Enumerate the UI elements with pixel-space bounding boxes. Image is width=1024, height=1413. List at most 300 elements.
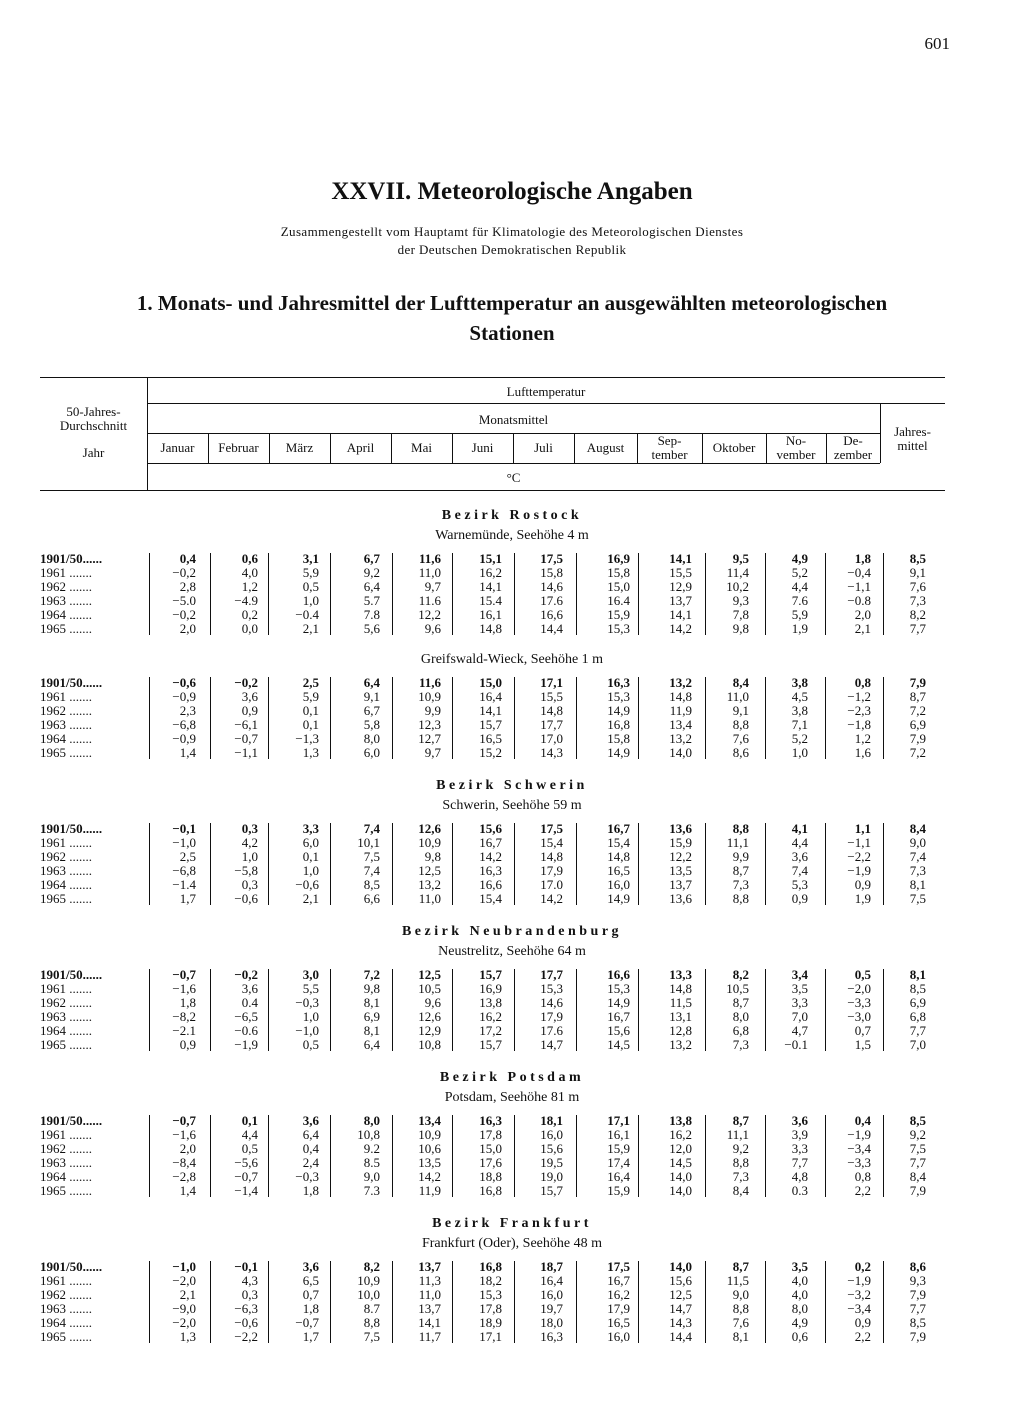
- month-value-cell: 9,3: [732, 593, 749, 608]
- month-value-cell: 15,5: [669, 565, 692, 580]
- month-value-cell: 13,6: [669, 821, 692, 836]
- month-value-cell: 2,5: [302, 675, 319, 690]
- month-value-cell: 8.7: [363, 1301, 380, 1316]
- month-value-cell: 0,9: [241, 703, 258, 718]
- table-row: [0, 1170, 1024, 1184]
- annual-mean-cell: 7,7: [909, 621, 926, 636]
- month-value-cell: 13,7: [669, 877, 692, 892]
- month-value-cell: 7,3: [732, 1037, 749, 1052]
- month-value-cell: 15.4: [479, 593, 502, 608]
- row-year: 1901/50......: [40, 968, 103, 982]
- month-value-cell: 17.6: [540, 1023, 563, 1038]
- month-value-cell: 16,2: [479, 565, 502, 580]
- month-value-cell: 0,7: [302, 1287, 319, 1302]
- month-value-cell: 14,2: [540, 891, 563, 906]
- page-number: 601: [924, 34, 950, 53]
- month-value-cell: 15,3: [540, 981, 563, 996]
- month-value-cell: −1,2: [847, 689, 871, 704]
- month-value-cell: 4,4: [791, 835, 808, 850]
- table-row: [0, 850, 1024, 864]
- district-heading: Bezirk Rostock: [441, 508, 583, 523]
- month-value-cell: 4,3: [241, 1273, 258, 1288]
- month-value-cell: 10,9: [418, 835, 441, 850]
- month-value-cell: 6,7: [363, 703, 380, 718]
- month-value-cell: 6,0: [363, 745, 380, 760]
- month-header: Sep-: [657, 433, 682, 448]
- annual-mean-cell: 7,0: [909, 1037, 926, 1052]
- month-value-cell: 14,0: [669, 1259, 692, 1274]
- row-year: 1962 .......: [40, 996, 92, 1010]
- annual-mean-cell: 7,9: [909, 1183, 926, 1198]
- month-value-cell: 3,8: [791, 675, 808, 690]
- month-value-cell: 17,9: [540, 863, 563, 878]
- month-value-cell: 16,0: [540, 1287, 563, 1302]
- month-value-cell: 2,3: [179, 703, 196, 718]
- month-header-cont: vember: [776, 447, 816, 462]
- month-value-cell: 8,8: [732, 1301, 749, 1316]
- month-value-cell: 15,7: [540, 1183, 563, 1198]
- month-value-cell: 9,8: [732, 621, 749, 636]
- month-value-cell: 4,4: [791, 579, 808, 594]
- month-value-cell: 2,4: [302, 1155, 319, 1170]
- month-value-cell: −0,2: [234, 675, 258, 690]
- month-value-cell: 10,5: [418, 981, 441, 996]
- month-header: April: [346, 440, 375, 455]
- table-row: [0, 1274, 1024, 1288]
- month-value-cell: 6,4: [363, 675, 380, 690]
- month-value-cell: 17,5: [540, 551, 563, 566]
- row-year: 1961 .......: [40, 566, 92, 580]
- month-value-cell: −0.8: [847, 593, 871, 608]
- month-value-cell: 11,5: [726, 1273, 749, 1288]
- district-heading: Bezirk Frankfurt: [432, 1216, 592, 1231]
- table-row: [0, 704, 1024, 718]
- month-value-cell: 3,1: [302, 551, 319, 566]
- month-value-cell: 10,6: [418, 1141, 441, 1156]
- row-year: 1963 .......: [40, 1302, 92, 1316]
- month-value-cell: 1,2: [854, 731, 871, 746]
- month-value-cell: 8,4: [732, 1183, 749, 1198]
- month-value-cell: 10,9: [357, 1273, 380, 1288]
- month-value-cell: 6,4: [302, 1127, 319, 1142]
- annual-mean-cell: 6,8: [909, 1009, 926, 1024]
- row-year: 1964 .......: [40, 1024, 92, 1038]
- month-value-cell: −0.6: [234, 1023, 258, 1038]
- month-value-cell: 2,5: [179, 849, 196, 864]
- month-value-cell: 6,7: [363, 551, 380, 566]
- month-value-cell: 7,3: [732, 877, 749, 892]
- month-value-cell: 18,9: [479, 1315, 502, 1330]
- month-value-cell: 9,2: [732, 1141, 749, 1156]
- month-value-cell: 18,7: [540, 1259, 563, 1274]
- month-value-cell: 16.4: [607, 593, 630, 608]
- header-annual-line-2: mittel: [897, 438, 928, 453]
- month-value-cell: 16,3: [540, 1329, 563, 1344]
- month-value-cell: 12,9: [669, 579, 692, 594]
- month-value-cell: 15,9: [607, 1141, 630, 1156]
- month-value-cell: 19,7: [540, 1301, 563, 1316]
- station-heading: Schwerin, Seehöhe 59 m: [442, 798, 582, 813]
- month-value-cell: 7,1: [791, 717, 808, 732]
- month-value-cell: 0,9: [854, 1315, 871, 1330]
- row-year: 1901/50......: [40, 822, 103, 836]
- month-value-cell: 3,6: [302, 1259, 319, 1274]
- month-value-cell: 15,4: [479, 891, 502, 906]
- month-value-cell: 2,0: [179, 621, 196, 636]
- month-value-cell: 9,6: [424, 621, 441, 636]
- month-value-cell: 1,2: [241, 579, 258, 594]
- month-value-cell: 16,3: [479, 863, 502, 878]
- month-value-cell: 7.3: [363, 1183, 380, 1198]
- month-value-cell: 10,9: [418, 689, 441, 704]
- month-value-cell: 15,7: [479, 967, 502, 982]
- month-value-cell: 11,9: [669, 703, 692, 718]
- table-row: [0, 1288, 1024, 1302]
- annual-mean-cell: 8,5: [909, 1113, 926, 1128]
- month-value-cell: 16,4: [479, 689, 502, 704]
- month-value-cell: 8,5: [363, 877, 380, 892]
- month-value-cell: 0,3: [241, 877, 258, 892]
- month-value-cell: 9,5: [732, 551, 749, 566]
- month-value-cell: 7.6: [791, 593, 808, 608]
- month-value-cell: 7,4: [363, 821, 380, 836]
- month-value-cell: 8,7: [732, 1259, 749, 1274]
- month-value-cell: 9,7: [424, 745, 441, 760]
- month-value-cell: 13,5: [418, 1155, 441, 1170]
- table-row: [0, 996, 1024, 1010]
- month-value-cell: 8,0: [363, 731, 380, 746]
- month-value-cell: −0,6: [295, 877, 319, 892]
- month-value-cell: −1,0: [172, 835, 196, 850]
- month-value-cell: 5,5: [302, 981, 319, 996]
- month-value-cell: 16,3: [479, 1113, 502, 1128]
- month-value-cell: 7.8: [363, 607, 380, 622]
- table-row: [0, 1330, 1024, 1344]
- month-value-cell: 15,5: [540, 689, 563, 704]
- month-value-cell: 14,1: [418, 1315, 441, 1330]
- month-value-cell: −2,8: [172, 1169, 196, 1184]
- month-value-cell: 2,1: [179, 1287, 196, 1302]
- month-value-cell: 12,7: [418, 731, 441, 746]
- month-value-cell: −0,7: [172, 967, 196, 982]
- station-heading: Neustrelitz, Seehöhe 64 m: [438, 944, 586, 959]
- table-row: [0, 566, 1024, 580]
- month-value-cell: 6,9: [363, 1009, 380, 1024]
- month-value-cell: 3,6: [791, 849, 808, 864]
- month-value-cell: −0.4: [295, 607, 319, 622]
- month-value-cell: 11,3: [418, 1273, 441, 1288]
- header-left-line-3: Jahr: [82, 445, 105, 460]
- month-value-cell: 17,7: [540, 967, 563, 982]
- month-value-cell: 2,1: [854, 621, 871, 636]
- month-value-cell: −0,2: [172, 607, 196, 622]
- month-value-cell: 16,2: [607, 1287, 630, 1302]
- month-value-cell: 9,8: [363, 981, 380, 996]
- month-value-cell: −1,6: [172, 1127, 196, 1142]
- month-value-cell: −2,2: [234, 1329, 258, 1344]
- month-value-cell: 7,3: [732, 1169, 749, 1184]
- district-heading: Bezirk Schwerin: [436, 778, 588, 793]
- table-row: [0, 746, 1024, 760]
- month-value-cell: 14,8: [669, 689, 692, 704]
- header-lufttemperatur: Lufttemperatur: [506, 384, 586, 399]
- month-header: Mai: [411, 440, 432, 455]
- month-value-cell: 17,0: [540, 731, 563, 746]
- annual-mean-cell: 7,9: [909, 731, 926, 746]
- month-value-cell: 4,1: [791, 821, 808, 836]
- row-year: 1963 .......: [40, 594, 92, 608]
- annual-mean-cell: 7,7: [909, 1301, 926, 1316]
- month-header: März: [285, 440, 314, 455]
- month-value-cell: 1,9: [854, 891, 871, 906]
- district-heading: Bezirk Potsdam: [439, 1070, 585, 1085]
- month-value-cell: 0,7: [854, 1023, 871, 1038]
- month-value-cell: 15,4: [540, 835, 563, 850]
- month-value-cell: −0,2: [234, 967, 258, 982]
- month-value-cell: 8,0: [732, 1009, 749, 1024]
- month-header-cont: tember: [651, 447, 688, 462]
- month-value-cell: 16,7: [607, 1273, 630, 1288]
- table-row: [0, 1316, 1024, 1330]
- annual-mean-cell: 8,1: [909, 877, 926, 892]
- month-value-cell: −6,1: [234, 717, 258, 732]
- month-header: No-: [785, 433, 807, 448]
- month-value-cell: 15,1: [479, 551, 502, 566]
- month-value-cell: 2,2: [854, 1183, 871, 1198]
- row-year: 1962 .......: [40, 1142, 92, 1156]
- month-value-cell: −0,9: [172, 689, 196, 704]
- table-row: [0, 732, 1024, 746]
- month-value-cell: 13,1: [669, 1009, 692, 1024]
- month-value-cell: 14,2: [479, 849, 502, 864]
- month-value-cell: 13,8: [479, 995, 502, 1010]
- month-value-cell: 7,5: [363, 849, 380, 864]
- month-value-cell: 14,9: [607, 891, 630, 906]
- month-value-cell: 14,8: [607, 849, 630, 864]
- station-heading: Potsdam, Seehöhe 81 m: [444, 1090, 580, 1105]
- month-value-cell: −1,9: [847, 863, 871, 878]
- month-value-cell: 13,7: [418, 1301, 441, 1316]
- month-value-cell: 4,0: [791, 1273, 808, 1288]
- month-value-cell: 17,5: [540, 821, 563, 836]
- month-value-cell: 11,6: [418, 675, 441, 690]
- month-value-cell: 4,0: [241, 565, 258, 580]
- annual-mean-cell: 8,1: [909, 967, 926, 982]
- month-value-cell: 17,1: [607, 1113, 630, 1128]
- row-year: 1961 .......: [40, 836, 92, 850]
- month-value-cell: 16,7: [607, 1009, 630, 1024]
- month-value-cell: −0,6: [234, 1315, 258, 1330]
- month-value-cell: 1,9: [791, 621, 808, 636]
- month-value-cell: −3,3: [847, 1155, 871, 1170]
- month-value-cell: 17,9: [607, 1301, 630, 1316]
- month-value-cell: 12,2: [669, 849, 692, 864]
- month-value-cell: 16,6: [540, 607, 563, 622]
- month-value-cell: 5.7: [363, 593, 380, 608]
- table-row: [0, 1302, 1024, 1316]
- row-year: 1963 .......: [40, 1156, 92, 1170]
- month-value-cell: 7,7: [791, 1155, 808, 1170]
- row-year: 1965 .......: [40, 746, 92, 760]
- month-value-cell: 13,4: [418, 1113, 441, 1128]
- month-value-cell: 5,3: [791, 877, 808, 892]
- month-value-cell: 8,0: [791, 1301, 808, 1316]
- month-value-cell: 12,5: [418, 863, 441, 878]
- month-value-cell: 9,7: [424, 579, 441, 594]
- row-year: 1965 .......: [40, 622, 92, 636]
- month-value-cell: 8,1: [363, 995, 380, 1010]
- month-value-cell: 17,5: [607, 1259, 630, 1274]
- month-value-cell: −8,2: [172, 1009, 196, 1024]
- month-value-cell: 2,2: [854, 1329, 871, 1344]
- month-value-cell: 0,5: [241, 1141, 258, 1156]
- month-value-cell: 8,6: [732, 745, 749, 760]
- month-value-cell: 17,1: [479, 1329, 502, 1344]
- month-value-cell: 0,6: [241, 551, 258, 566]
- month-value-cell: 0,4: [854, 1113, 871, 1128]
- annual-mean-cell: 7,2: [909, 703, 926, 718]
- month-value-cell: −1,1: [847, 835, 871, 850]
- month-value-cell: 5,8: [363, 717, 380, 732]
- month-value-cell: 9,1: [732, 703, 749, 718]
- row-year: 1901/50......: [40, 552, 103, 566]
- month-value-cell: 4,9: [791, 551, 808, 566]
- month-value-cell: 0,9: [791, 891, 808, 906]
- month-value-cell: −1,1: [847, 579, 871, 594]
- table-row: [0, 1184, 1024, 1198]
- month-header: Oktober: [712, 440, 756, 455]
- month-value-cell: 15,6: [479, 821, 502, 836]
- month-value-cell: 3,6: [241, 689, 258, 704]
- month-value-cell: −0,6: [172, 675, 196, 690]
- month-value-cell: 10,0: [357, 1287, 380, 1302]
- month-value-cell: 9,9: [732, 849, 749, 864]
- chapter-title: XXVII. Meteorologische Angaben: [331, 178, 693, 205]
- month-value-cell: 13,7: [669, 593, 692, 608]
- row-year: 1962 .......: [40, 850, 92, 864]
- month-value-cell: 11,1: [726, 1127, 749, 1142]
- month-value-cell: 3,3: [791, 995, 808, 1010]
- month-value-cell: 6,5: [302, 1273, 319, 1288]
- month-value-cell: 19,5: [540, 1155, 563, 1170]
- month-value-cell: 11,1: [726, 835, 749, 850]
- month-value-cell: 8,2: [363, 1259, 380, 1274]
- month-value-cell: 3,8: [791, 703, 808, 718]
- month-value-cell: 3,0: [302, 967, 319, 982]
- month-header: Januar: [160, 440, 195, 455]
- month-value-cell: 16,7: [607, 821, 630, 836]
- month-value-cell: 1,6: [854, 745, 871, 760]
- month-value-cell: 13,2: [669, 1037, 692, 1052]
- month-value-cell: 14,3: [540, 745, 563, 760]
- month-value-cell: 11,0: [726, 689, 749, 704]
- month-value-cell: 4,4: [241, 1127, 258, 1142]
- month-value-cell: 9,9: [424, 703, 441, 718]
- month-value-cell: 5,6: [363, 621, 380, 636]
- month-value-cell: 4,8: [791, 1169, 808, 1184]
- month-value-cell: 14,9: [607, 995, 630, 1010]
- month-value-cell: −0,7: [172, 1113, 196, 1128]
- month-value-cell: −2,0: [847, 981, 871, 996]
- month-value-cell: 16,8: [479, 1259, 502, 1274]
- month-value-cell: 3,5: [791, 1259, 808, 1274]
- annual-mean-cell: 9,2: [909, 1127, 926, 1142]
- month-value-cell: 15,9: [607, 607, 630, 622]
- month-value-cell: 18,1: [540, 1113, 563, 1128]
- month-value-cell: 13,2: [669, 731, 692, 746]
- month-value-cell: 13,2: [418, 877, 441, 892]
- month-value-cell: 14,1: [669, 551, 692, 566]
- month-value-cell: −6,3: [234, 1301, 258, 1316]
- annual-mean-cell: 7,9: [909, 1329, 926, 1344]
- month-value-cell: −6,5: [234, 1009, 258, 1024]
- row-year: 1964 .......: [40, 1170, 92, 1184]
- month-value-cell: −1,9: [234, 1037, 258, 1052]
- month-value-cell: 4,7: [791, 1023, 808, 1038]
- month-value-cell: 1,7: [302, 1329, 319, 1344]
- month-value-cell: 1,4: [179, 745, 196, 760]
- month-value-cell: 8,4: [732, 675, 749, 690]
- month-value-cell: 8,1: [732, 1329, 749, 1344]
- district-heading: Bezirk Neubrandenburg: [401, 924, 623, 939]
- month-value-cell: 16,0: [607, 877, 630, 892]
- annual-mean-cell: 7,5: [909, 891, 926, 906]
- month-value-cell: −6,8: [172, 863, 196, 878]
- month-value-cell: 3,6: [791, 1113, 808, 1128]
- month-value-cell: 0,1: [241, 1113, 258, 1128]
- month-value-cell: 4,9: [791, 1315, 808, 1330]
- month-value-cell: 17,9: [540, 1009, 563, 1024]
- month-value-cell: 12,9: [418, 1023, 441, 1038]
- month-value-cell: 15,9: [607, 1183, 630, 1198]
- month-value-cell: −0,1: [234, 1259, 258, 1274]
- month-value-cell: 16,0: [607, 1329, 630, 1344]
- month-value-cell: −1,0: [172, 1259, 196, 1274]
- month-value-cell: −0,6: [234, 891, 258, 906]
- month-value-cell: −2,3: [847, 703, 871, 718]
- month-value-cell: −1,0: [295, 1023, 319, 1038]
- month-value-cell: 13,2: [669, 675, 692, 690]
- table-title-line-2: Stationen: [469, 321, 555, 345]
- month-value-cell: −1,1: [234, 745, 258, 760]
- month-value-cell: 16,3: [607, 675, 630, 690]
- row-year: 1961 .......: [40, 1128, 92, 1142]
- month-value-cell: 14,4: [669, 1329, 692, 1344]
- header-left-line-1: 50-Jahres-: [66, 404, 121, 419]
- station-heading: Warnemünde, Seehöhe 4 m: [435, 528, 589, 543]
- month-value-cell: 8,8: [732, 891, 749, 906]
- annual-mean-cell: 7,2: [909, 745, 926, 760]
- month-value-cell: 2,1: [302, 891, 319, 906]
- month-value-cell: 1,0: [302, 593, 319, 608]
- month-value-cell: 0,4: [302, 1141, 319, 1156]
- month-header: August: [586, 440, 625, 455]
- month-value-cell: 12,3: [418, 717, 441, 732]
- month-value-cell: −1.4: [172, 877, 196, 892]
- annual-mean-cell: 9,3: [909, 1273, 926, 1288]
- month-value-cell: −0,9: [172, 731, 196, 746]
- month-value-cell: 18,8: [479, 1169, 502, 1184]
- month-value-cell: −4.9: [234, 593, 258, 608]
- month-value-cell: −3,3: [847, 995, 871, 1010]
- month-value-cell: 1,3: [179, 1329, 196, 1344]
- table-row: [0, 580, 1024, 594]
- month-value-cell: 0,0: [241, 621, 258, 636]
- month-value-cell: 8,2: [732, 967, 749, 982]
- annual-mean-cell: 8,5: [909, 551, 926, 566]
- month-value-cell: 7,4: [363, 863, 380, 878]
- month-value-cell: 8,7: [732, 863, 749, 878]
